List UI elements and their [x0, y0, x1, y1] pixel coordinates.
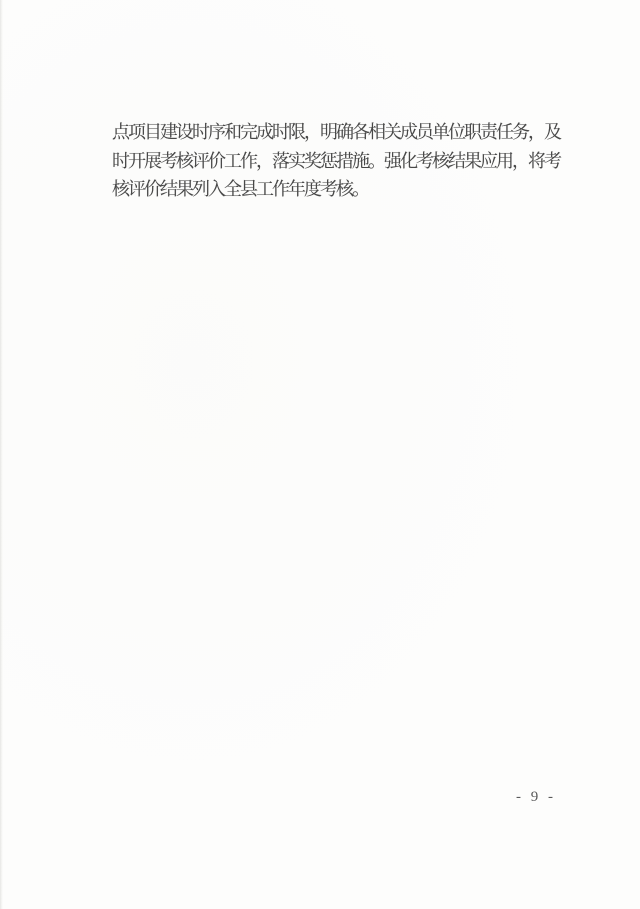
body-paragraph [112, 118, 564, 204]
page-number: - 9 - [516, 789, 556, 805]
scan-edge-shadow [0, 0, 3, 909]
paragraph-line: 核评价结果列入全县工作年度考核。 [112, 179, 368, 199]
paragraph-line: 时开展考核评价工作，落实奖惩措施。强化考核结果应用，将考 [112, 150, 560, 171]
paragraph-line: 点项目建设时序和完成时限，明确各相关成员单位职责任务，及 [112, 122, 560, 142]
